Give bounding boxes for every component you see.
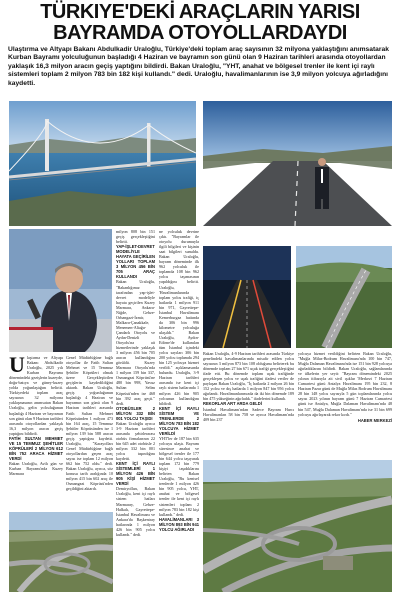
column-1-intro: laştırma ve Altyapı Bakanı Abdulkadir Uraloğlu, 2025 yılı Kurban Bayramı dönemindeki gezişlerin kuzeyde, doğu-batıya ve güney-kuzey yolda yoğunlaştığını belirtti. Türkiyedeki toplam araç sayısının 32 milyona yaklaşmasının anımsatan Bakan Uraloğlu, gelin yolculuğunun başladığı 4 Haziran ve bayramın son günü olan 9 Haziran tarihleri arasında otoyollardan yaklaşık 16,3 milyon aracın geçiş yaptığını bildirdi.: [9, 355, 63, 436]
minister-speaking-photo: [9, 229, 112, 352]
article-column-2: [66, 355, 113, 511]
subheading-records: REKORLAR ART ARDA GELDİ: [203, 401, 262, 407]
subheading-bridges: FATİH SULTAN MEHMET VE 15 TEMMUZ ŞEHİTLER KÖPRÜLERİ 2 MİLYON 612 BİN 752 ARACA HİZMET VERDİ: [9, 435, 63, 461]
subheading-rail: KENT İÇİ RAYLI SİSTEMLERİ 1 MİLYON 426 BİN 905 KİŞİ HİZMET VERDİ: [116, 461, 155, 487]
highway-night-photo: [203, 246, 291, 348]
aerial-highway-photo: [203, 460, 392, 592]
column-3-text-1: Bakan Uraloğlu, "Bakanlığımız tarafından yap-işlet-devret modeliyle hayata geçirilen Kuzey Marmara, Ankara-Niğde, Gebze-Orhangazi-İzmir, Malkara-Çanakkale, Menemen-Aliağa-Çandarlı Otoyolu ve Aydın-Denizli Otoyolu'na ait hizmetlerinde yaklaşık 3 milyon 456 bin 705 aracın kullandığını görüldü. Kuzey Marmara Otoyolu'nda 1 milyon 159 bin 337, Osmangazi Köprüsü'ne 480 bin 998, Yavuz Sultan Selim Köprüsü'nden ise 468 bin 392 araç geçti." dedi.: [116, 279, 155, 406]
headline-line-2: BAYRAMDA OTOYOLLARDAYDI: [53, 22, 347, 44]
column-1-text: Bakan Uraloğlu, Avilı gün ve Kurban Bayramı'nda Kuzey Marmara: [9, 460, 63, 477]
highway-hills-photo: [296, 246, 392, 348]
article-column-1: [9, 355, 63, 511]
bridge-photo: [9, 101, 196, 226]
subheading-buses: OTOBÜSLER 2 MİLYON 332 BİN 001 YOLCU TAŞIDI: [116, 405, 155, 421]
article-column-6: [298, 351, 392, 457]
lead-paragraph: Ulaştırma ve Altyapı Bakanı Abdulkadir Uraloğlu, Türkiye'deki toplam araç sayısının 32 milyona yaklaştığını anımsatarak Kurban Bayramı yolculuğunun başladığı 4 Haziran ve bayramın son günü olan 9 Haziran tarihleri arasında otoyollardan yaklaşık 16,3 milyon aracın geçiş yaptığını bildirdi. Bakan Uraloğlu, "YHT, anahat ve bölgesel trenler ile kent içi raylı sistemleri toplam 2 milyon 783 bin 182 kişi kullandı." dedi. Uraloğlu, havalimanlarının ise 3,9 milyon yolcuya ağırladığını kaydetti.: [8, 46, 389, 87]
column-4-text-1: ne yolculuk devrine çıktı. "Bayramlar ile otoyolu durumuyla ilgili bilgileri ve kişinin saat bilgileri sunuldu. Bakan Uraloğlu, bayram döneminde ilk 962 yolculuk ile toplamda 108 bin 962 yolcu taşımasının yapıldığını belirtti. Uraloğlu, 'Havalimanlarında toplam yolcu trafiği, iç hatlarda 1 milyon 911 bin 971, Gayrettepe-İstanbul Havalimanı Kemerburgaz hattında da 306 bin 996 kilometre yolculuğa ulaşıldı." Bakan Uraloğlu, Aydın-Edirne'de kullanılan tüm İstanbul içindeki yolcu sayıları 306 bin 200 yolcu toplamda 294 bin 125 yolcuya hizmet verildi." açıklamasında bulundu. Uraloğlu, 3-9 Haziran tarihleri arasında ise kent içi raylı sistem hatlarında 1 milyon 426 bin 905 yolcunun kullandığını bildirdi.: [159, 229, 199, 406]
headline: [6, 2, 394, 44]
interchange-photo: [9, 512, 113, 592]
column-3-intro: milyon 808 bin 151 geçiş gerçekleştiğini belirtti.: [116, 229, 155, 245]
column-4-text-2: YHT'ler de 187 bin 635 yolcuyu ulaştı. Bayram süresince anahat ve bölgesel trenler ile 177 bin 644 yolcu taşıyarak toplam 172 bin 779 kişiyi taşıdıklarını belirten Bakan Uraloğlu, "Bu kentsel trenlerde 1 milyon 426 bin 905 yolcu, YHT, anahat ve bölgesel trenler ile kent içi raylı sistemleri toplam 2 milyon 783 bin 182 kişi kullandı." dedi.: [159, 435, 199, 517]
column-3-text-2: Bakan Uraloğlu ayrıca 3-9 Haziran tarihleri arasında şehirlerarası otobüs firmalarının 22 bin 645 adet otobüsle 2 milyon 332 bin 001 yolcu taşındığını kaydetti.: [116, 420, 155, 462]
subheading-airports: HAVALİMANLARI 3 MİLYON 893 BİN 941 YOLCU AĞIRLADI: [159, 516, 199, 532]
article-column-5: [203, 351, 294, 457]
subheading-bot-model: YAP-İŞLET-DEVRET MODELİYLE HAYATA GEÇİRİLEN YOLLARI TOPLAM 3 MİLYON 456 BİN 705 ARAÇ KULLANDI: [116, 244, 155, 280]
column-6-text: yolcuya hizmet verildiğini belirten Bakan Uraloğlu, "Muğla Milas-Bodrum Havalimanı'nda 100 bin 747, Muğla Dalaman Havalimanı'nda ise 151 bin 928 yolcuya ağırladıklarını bildirdi. Bakan Uraloğlu, sağlamlarında ve ülkelerin yer seyit: "Bayram dönemindeki 2025 yılının itibarıyla ait sivil ışıklar 'Merkezi 7 Haziran Cumartesi günü Antalya Havalimanı 195 bin 232, 8 Haziran Pazar günü de Muğla Milas Bodrum Havalimanı 28 bin 148 yolcu sayısıyla 5 gün toplamlarında yolcu sayısı 2023 yılının bayram günü 7 Haziran Cumartesi günü ise Antalya, Muğla Dalaman Havalimanı'nda 48 bin 547, Muğla Dalaman Havalimanı'nda ise 31 bin 699 yolcuyu ağırlayarak rekor kırdı.": [298, 351, 392, 417]
article-column-4: [159, 229, 199, 592]
headline-line-1: TÜRKIYE'DEKİ ARAÇLARIN YARISI: [40, 1, 360, 23]
subheading-trains: KENT İÇİ RAYLI SİSTEM VE TRENLERDE 2 MİLYON 783 BİN 182 YOLCUYA HİZMET VERİLDİ: [159, 405, 199, 436]
column-2-text: Genel Müdürlüğüne bağlı otoyollar ile Fatih Sultan Mehmet ve 15 Temmuz Şehitler Köprüleri olmak üzere Gerçekleştirilen geçişlerin kaydedildiğini aktardı. Bakan Uraloğlu, geçiş yoğunluğunun başladığı 4 Haziran ve bayramın son günü olan 9 Haziran tarihleri arasında Fatih Sultan Mehmet Köprüsünden 1 milyon 473 bin 164 araç, 15 Temmuz Şehitler Köprüsünden ise 1 milyon 139 bin 588 aracın geçiş yaptığını kaydetti. Uraloğlu, "Karayolları Genel Müdürlüğüne bağlı otoyollardan geçen araç sayısı ise toplam 12 milyon 662 bin 752 oldu." dedi. Bakan Uraloğlu, ayrıca, söz konusu tarih aralığında 10 milyon 415 bin 602 araç ile Osmangazi Köprüsü'nden geçildiğini aktardı.: [66, 355, 113, 492]
byline: HABER MERKEZİ: [357, 417, 392, 423]
column-5-text-1: Bakan Uraloğlu, 4-9 Haziran tarihleri arasında Türkiye genelindeki havalimanlarında misafir edilen yolcu sayısının 3 milyon 873 bin 108 olduğunu belirterek bu dönemde toplam 27 bin 671 uçak trafiği gerçekleştiğini ifade etti. Bu dönemde toplam uçak trafiğinde gerçekleşen yolcu ve uçak trafiğini ifadesi veriler de paylaşan Bakan Uraloğlu, "İç hatlarda 2 milyon 26 bin 152 yolcu ve dış hatlarda 1 milyon 847 bin 956 yolcu ağırlandı. Havalimanlarımızda da iki bin dönemde 189 bin 475 yükseğinin ağırladık." ifadelerini kullandı.: [203, 351, 294, 402]
column-3-text-3: Demiryolları, Bakan Uraloğlu, kent içi raylı sistem hatları Marmaray, Gebze-Halkalı, Gayrettepe-İstanbul Havalimanı ve Ankara'da Başkentray hatlarında 1 milyon 426 bin 905 yolcu kullandı." dedi.: [116, 486, 155, 537]
article-column-3: [116, 229, 155, 592]
dropcap: U: [9, 355, 25, 377]
minister-road-photo: [203, 101, 392, 226]
column-5-text-2: İstanbul Havalimanı'ndan Sadece Bayram Harcı Havalimanları 58 bin 758 ve ayrıca Havalimanı'nda 409 bin 237: [203, 406, 294, 422]
